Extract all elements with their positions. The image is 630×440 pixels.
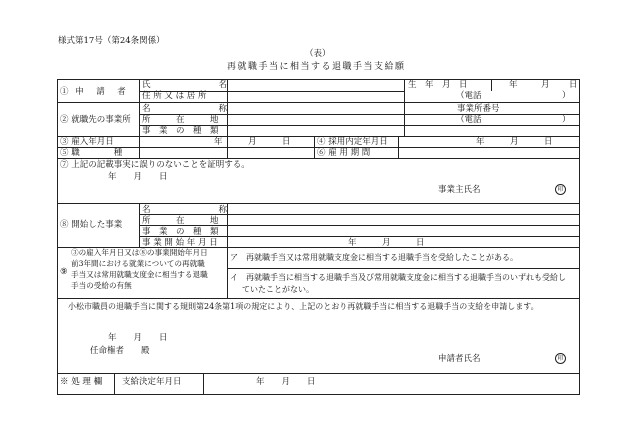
owner-name-label: 事業主氏名 xyxy=(438,185,481,195)
addressee: 任命権者 殿 xyxy=(90,346,150,356)
hire-date-label: ③ 雇入年月日 xyxy=(60,137,114,147)
employer-phone-close: ） xyxy=(562,115,571,125)
hire-date-value: 年 月 日 xyxy=(214,137,291,147)
business-start-date-label: 事 業 開 始 年 月 日 xyxy=(142,238,218,248)
address-value[interactable] xyxy=(230,92,400,101)
job-type-label: ⑤ 職 種 xyxy=(60,148,123,158)
section9-number: ⑨ xyxy=(60,267,68,277)
birth-date-label: 生 年 月 日 xyxy=(408,80,468,90)
section9-label-line-2: 前3年間における就業についての再就職 xyxy=(71,259,205,268)
decision-date-label: 支給決定年月日 xyxy=(122,377,182,387)
section9-label-line-1: ③の雇入年月日又は⑧の事業開始年月日 xyxy=(71,248,208,257)
birth-date-year: 年 xyxy=(509,80,518,90)
section9-label-line-3: 手当又は常用就職支度金に相当する退職 xyxy=(71,270,208,279)
application-date: 年 月 日 xyxy=(108,333,168,343)
business-type-label: 事 業 の 種 類 xyxy=(142,227,219,237)
business-started-section-label: ⑧ 開始した事業 xyxy=(60,220,123,230)
section9-option-b-line-2: ていたことがない。 xyxy=(242,285,314,294)
address-label: 住 所 又 は 居 所 xyxy=(142,91,207,101)
applicant-phone-label: （電話 xyxy=(456,91,482,101)
decision-date-value: 年 月 日 xyxy=(256,377,316,387)
applicant-name-label: 申請者氏名 xyxy=(438,354,481,364)
application-form xyxy=(57,79,580,395)
processing-label: ※ 処 理 欄 xyxy=(60,377,103,387)
name-label: 氏 名 xyxy=(142,80,228,90)
business-location-label: 所 在 地 xyxy=(142,216,219,226)
section9-option-a[interactable]: ア 再就職手当又は常用就職支度金に相当する退職手当を受給したことがある。 xyxy=(230,253,518,262)
employer-phone-label: （電話 xyxy=(456,115,482,125)
applicant-seal-icon: 印 xyxy=(555,353,566,364)
employment-period-label: ⑥ 雇 用 期 間 xyxy=(317,148,371,158)
form-title: 再就職手当に相当する退職手当支給願 xyxy=(227,62,406,72)
section9-option-b-line-1[interactable]: イ 再就職手当に相当する退職手当及び常用就職支度金に相当する退職手当のいずれも受給し xyxy=(230,273,566,282)
employer-location-label: 所 在 地 xyxy=(142,115,219,125)
adoption-date-value: 年 月 日 xyxy=(476,137,553,147)
employer-section-label: ② 就職先の事業所 xyxy=(60,115,131,125)
section9-label-line-4: 手当の受給の有無 xyxy=(71,281,132,290)
applicant-phone-close: ） xyxy=(562,91,571,101)
employer-name-label: 名 称 xyxy=(142,104,228,114)
form-number: 様式第17号（第24条関係） xyxy=(58,36,165,46)
business-name-label: 名 称 xyxy=(142,205,228,215)
birth-date-month: 月 xyxy=(541,80,550,90)
applicant-section-label: ① 申 請 者 xyxy=(60,87,128,97)
certification-date: 年 月 日 xyxy=(108,172,168,182)
employer-office-number-label: 事業所番号 xyxy=(457,104,500,114)
birth-date-day: 日 xyxy=(569,80,578,90)
table-label: （表） xyxy=(305,49,331,59)
business-start-date-value: 年 月 日 xyxy=(348,238,425,248)
application-text: 小松市職員の退職手当に関する規則第24条第1項の規定により、上記のとおり再就職手当に相当する退職手当の支給を申請します。 xyxy=(68,302,539,311)
employer-business-type-label: 事 業 の 種 類 xyxy=(142,126,219,136)
owner-seal-icon: 印 xyxy=(555,184,566,195)
name-value[interactable] xyxy=(230,81,400,90)
certification-text: ⑦ 上記の記載事実に誤りのないことを証明する。 xyxy=(60,160,250,170)
adoption-date-label: ④ 採用内定年月日 xyxy=(317,137,388,147)
